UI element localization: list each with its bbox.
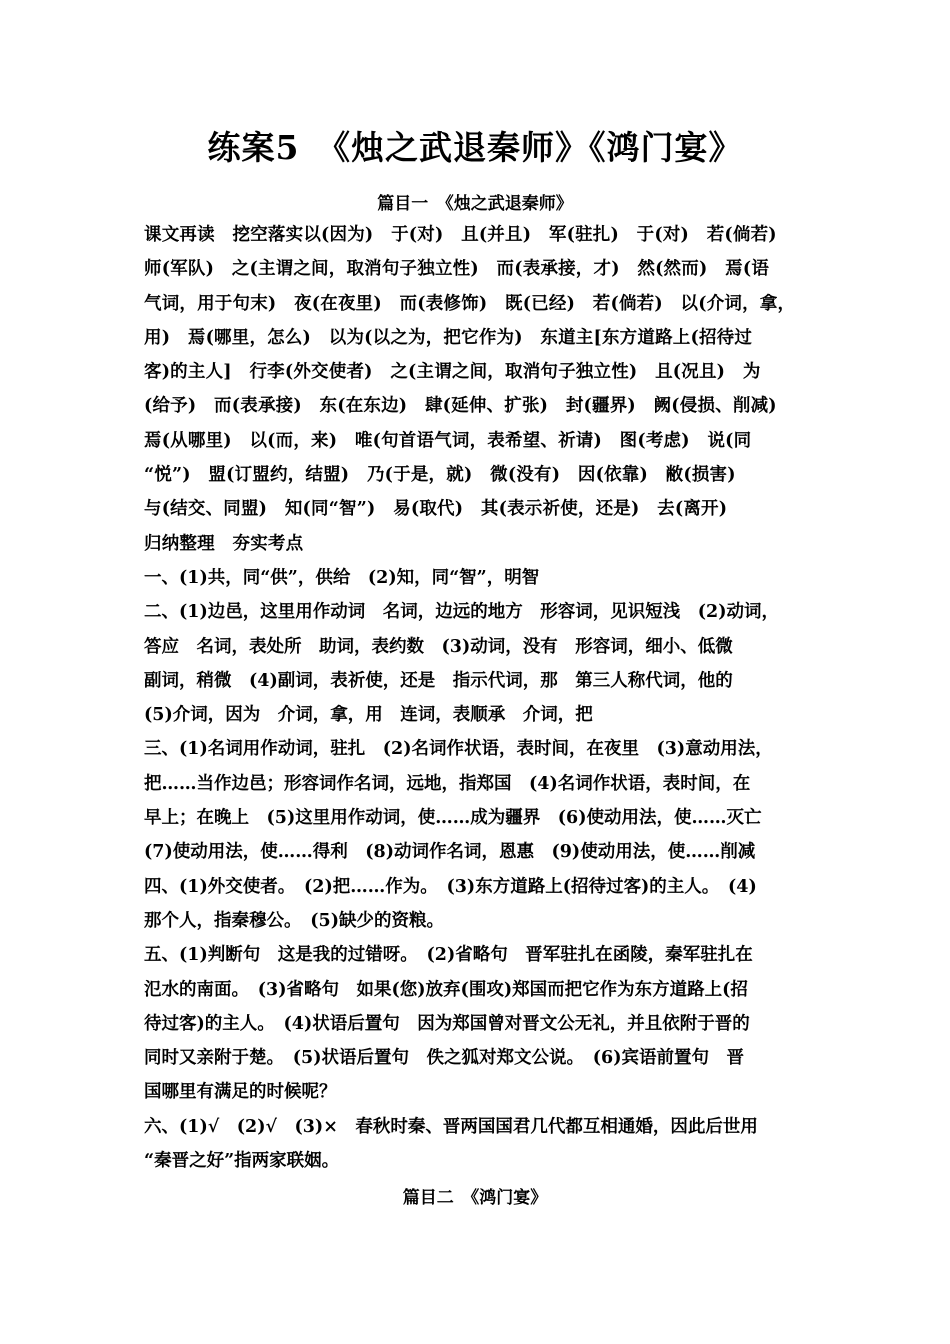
answer-line: 三、(1)名词用作动词，驻扎 (2)名词作状语，表时间，在夜里 (3)意动用法， bbox=[144, 739, 773, 760]
review-line bbox=[144, 218, 812, 252]
review-line-text: 以(因为) 于(对) 且(并且) 军(驻扎) 于(对) 若(倘若) bbox=[303, 225, 777, 245]
answer-line: (5)介词，因为 介词，拿，用 连词，表顺承 介词，把 bbox=[144, 705, 593, 726]
answer-item-5 bbox=[144, 938, 812, 1109]
answer-line: 一、(1)共，同“供”，供给 (2)知，同“智”，明智 bbox=[144, 568, 540, 588]
answer-line: 早上；在晚上 (5)这里用作动词，使……成为疆界 (6)使动用法，使……灭亡 bbox=[144, 808, 762, 829]
answer-line: 同时又亲附于楚。 (5)状语后置句 佚之狐对郑文公说。 (6)宾语前置句 晋 bbox=[144, 1048, 744, 1069]
answer-line: 答应 名词，表处所 助词，表约数 (3)动词，没有 形容词，细小、低微 bbox=[144, 636, 733, 657]
review-line: 焉(从哪里) 以(而，来) 唯(句首语气词，表希望、祈请) 图(考虑) 说(同 bbox=[144, 430, 752, 451]
answer-item-3 bbox=[144, 732, 812, 869]
answer-line: (7)使动用法，使……得利 (8)动词作名词，恩惠 (9)使动用法，使……削减 bbox=[144, 842, 756, 863]
answer-line: 二、(1)边邑，这里用作动词 名词，边远的地方 形容词，见识短浅 (2)动词， bbox=[144, 602, 779, 623]
answer-line: “秦晋之好”指两家联姻。 bbox=[144, 1151, 340, 1172]
review-line: 气词，用于句末) 夜(在夜里) 而(表修饰) 既(已经) 若(倘若) 以(介词，拿， bbox=[144, 293, 796, 314]
answer-line: 四、(1)外交使者。 (2)把……作为。 (3)东方道路上(招待过客)的主人。 (4) bbox=[144, 876, 757, 897]
review-line: “悦”) 盟(订盟约，结盟) 乃(于是，就) 微(没有) 因(依靠) 敝(损害) bbox=[144, 465, 736, 486]
answer-line: 待过客)的主人。 (4)状语后置句 因为郑国曾对晋文公无礼，并且依附于晋的 bbox=[144, 1013, 750, 1034]
review-line: 与(结交、同盟) 知(同“智”) 易(取代) 其(表示祈使，还是) 去(离开) bbox=[144, 499, 728, 520]
summary-heading: 归纳整理 夯实考点 bbox=[144, 533, 304, 554]
review-section bbox=[144, 218, 812, 561]
answer-item-2 bbox=[144, 595, 812, 732]
answer-line: 那个人，指秦穆公。 (5)缺少的资粮。 bbox=[144, 910, 444, 931]
answer-line: 国哪里有满足的时候呢？ bbox=[144, 1082, 337, 1103]
review-line: 客)的主人] 行李(外交使者) 之(主谓之间，取消句子独立性) 且(况且) 为 bbox=[144, 362, 761, 383]
answer-line: 五、(1)判断句 这是我的过错呀。 (2)省略句 晋军驻扎在函陵，秦军驻扎在 bbox=[144, 945, 753, 966]
answers-section bbox=[144, 561, 812, 1178]
answer-item-6 bbox=[144, 1110, 812, 1179]
review-heading: 课文再读 挖空落实 bbox=[144, 225, 304, 245]
answer-line: 把……当作边邑；形容词作名词，远地，指郑国 (4)名词作状语，表时间，在 bbox=[144, 773, 751, 794]
review-line: 用) 焉(哪里，怎么) 以为(以之为，把它作为) 东道主[东方道路上(招待过 bbox=[144, 327, 753, 348]
answer-line: 副词，稍微 (4)副词，表祈使，还是 指示代词，那 第三人称代词，他的 bbox=[144, 670, 733, 691]
review-line: (给予) 而(表承接) 东(在东边) 肆(延伸、扩张) 封(疆界) 阙(侵损、削减) bbox=[144, 396, 777, 417]
section1-heading: 篇目一 《烛之武退秦师》 bbox=[377, 194, 573, 214]
answer-line: 氾水的南面。 (3)省略句 如果(您)放弃(围攻)郑国而把它作为东方道路上(招 bbox=[144, 979, 748, 1000]
answer-item-4 bbox=[144, 870, 812, 939]
answer-line: 六、(1)√ (2)√ (3)× 春秋时秦、晋两国国君几代都互相通婚，因此后世用 bbox=[144, 1116, 758, 1137]
answer-item-1 bbox=[144, 561, 812, 595]
review-line: 师(军队) 之(主谓之间，取消句子独立性) 而(表承接，才) 然(然而) 焉(语 bbox=[144, 259, 770, 280]
page-title: 练案5 《烛之武退秦师》《鸿门宴》 bbox=[207, 128, 743, 167]
section2-heading: 篇目二 《鸿门宴》 bbox=[402, 1188, 548, 1208]
